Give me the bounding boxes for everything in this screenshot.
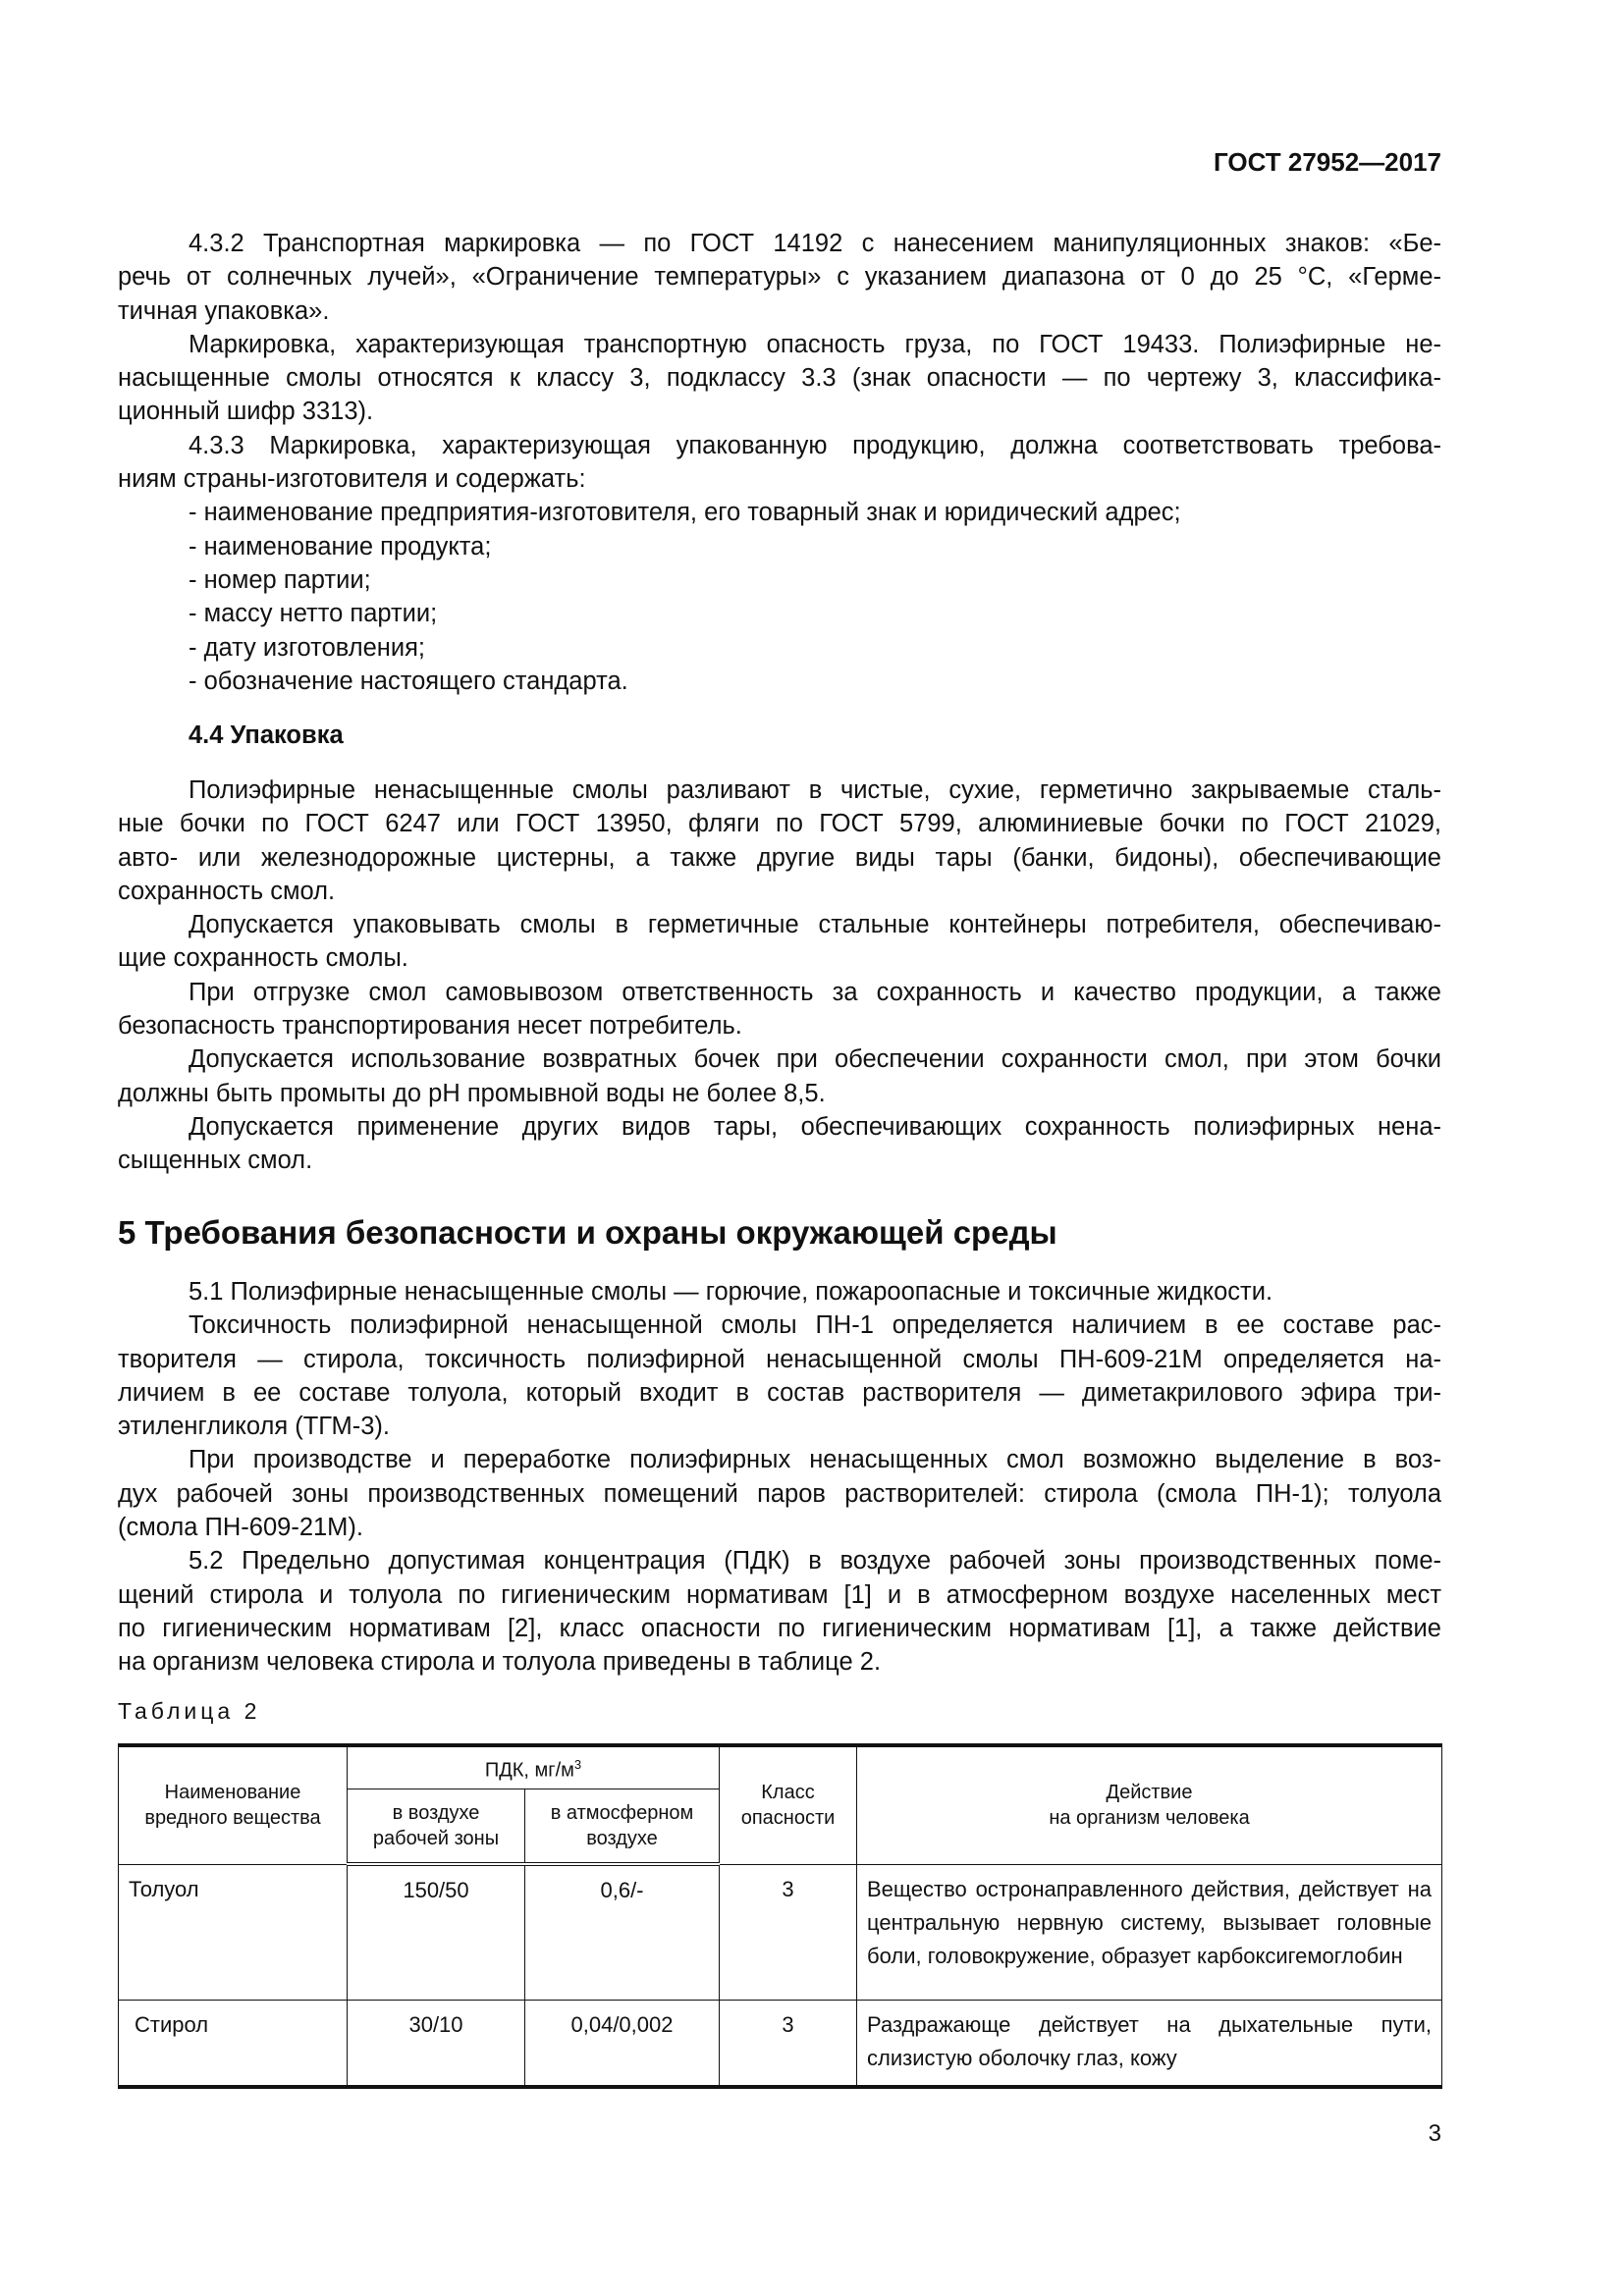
text-line: на организм человека стирола и толуола приведены в таблице 2. bbox=[118, 1648, 882, 1677]
text-line: насыщенные смолы относятся к классу 3, подклассу 3.3 (знак опасности — по чертежу 3, классифика- bbox=[118, 364, 1441, 393]
cell-atm: 0,04/0,002 bbox=[525, 2000, 720, 2087]
list-item: - дату изготовления; bbox=[189, 633, 425, 662]
cell-class: 3 bbox=[720, 2000, 857, 2087]
text-line: ниям страны-изготовителя и содержать: bbox=[118, 465, 586, 494]
text-line: При отгрузке смол самовывозом ответственность за сохранность и качество продукции, а также bbox=[189, 978, 1441, 1006]
text-line: Допускается применение других видов тары, обеспечивающих сохранность полиэфирных нена- bbox=[189, 1112, 1441, 1141]
cell-action: Вещество остронаправленного действия, действует на центральную нервную систему, вызывает головные боли, головокружение, образует карбоксигемоглобин bbox=[857, 1864, 1442, 2000]
text-line: сыщенных смол. bbox=[118, 1147, 313, 1175]
text-line: 5.2 Предельно допустимая концентрация (ПДК) в воздухе рабочей зоны производственных поме- bbox=[189, 1547, 1441, 1575]
text-line: по гигиеническим нормативам [2], класс опасности по гигиеническим нормативам [1], а также действие bbox=[118, 1614, 1441, 1642]
text-line: ционный шифр 3313). bbox=[118, 398, 374, 426]
text-line: 5.1 Полиэфирные ненасыщенные смолы — горючие, пожароопасные и токсичные жидкости. bbox=[189, 1278, 1273, 1306]
document-id: ГОСТ 27952—2017 bbox=[1214, 147, 1441, 177]
text-line: (смола ПН-609-21М). bbox=[118, 1514, 363, 1542]
text-line: 4.3.2 Транспортная маркировка — по ГОСТ 14192 с нанесением манипуляционных знаков: «Бе- bbox=[189, 230, 1441, 257]
text-line: этиленгликоля (ТГМ-3). bbox=[118, 1413, 391, 1441]
text-line: сохранность смол. bbox=[118, 877, 336, 905]
text-line: личием в ее составе толуола, который входит в состав растворителя — диметакрилового эфира три- bbox=[118, 1378, 1441, 1407]
table-caption: Таблица 2 bbox=[118, 1698, 261, 1724]
text-line: творителя — стирола, токсичность полиэфирной ненасыщенной смолы ПН-609-21М определяется на- bbox=[118, 1345, 1441, 1373]
text-line: ные бочки по ГОСТ 6247 или ГОСТ 13950, фляги по ГОСТ 5799, алюминиевые бочки по ГОСТ 21029, bbox=[118, 810, 1441, 838]
text-line: щений стирола и толуола по гигиеническим нормативам [1] и в атмосферном воздухе населенных мест bbox=[118, 1580, 1441, 1609]
cell-name: Толуол bbox=[119, 1864, 348, 2000]
cell-atm: 0,6/- bbox=[525, 1864, 720, 2000]
table-row bbox=[119, 2000, 1442, 2087]
text-line: тичная упаковка». bbox=[118, 296, 330, 325]
cell-class: 3 bbox=[720, 1864, 857, 2000]
header-name: Наименование вредного вещества bbox=[119, 1745, 348, 1864]
text-line: Допускается упаковывать смолы в герметичные стальные контейнеры потребителя, обеспечиваю- bbox=[189, 911, 1441, 939]
section-4-3 bbox=[118, 227, 1441, 698]
text-line: должны быть промыты до pH промывной воды не более 8,5. bbox=[118, 1079, 826, 1107]
cell-name: Стирол bbox=[119, 2000, 348, 2087]
text-line: безопасность транспортирования несет потребитель. bbox=[118, 1012, 742, 1041]
page-number: 3 bbox=[1428, 2120, 1441, 2147]
list-item: - номер партии; bbox=[189, 565, 371, 594]
text-line: дух рабочей зоны производственных помещений паров растворителей: стирола (смола ПН-1); толуола bbox=[118, 1479, 1441, 1508]
table-row bbox=[119, 1864, 1442, 2000]
cell-work: 150/50 bbox=[348, 1864, 525, 2000]
header-hazard-class: Класс опасности bbox=[720, 1745, 857, 1864]
text-line: авто- или железнодорожные цистерны, а также другие виды тары (банки, бидоны), обеспечивающие bbox=[118, 843, 1441, 872]
hazard-table bbox=[118, 1743, 1442, 2089]
header-pdk: ПДК, $мг/м^3$ bbox=[348, 1745, 720, 1789]
text-line: Токсичность полиэфирной ненасыщенной смолы ПН-1 определяется наличием в ее составе рас- bbox=[189, 1311, 1441, 1340]
header-work-air: в воздухе рабочей зоны bbox=[348, 1789, 525, 1865]
header-action: Действие на организм человека bbox=[857, 1745, 1442, 1864]
section-4-4-body bbox=[118, 774, 1441, 1178]
cell-action: Раздражающе действует на дыхательные пути, слизистую оболочку глаз, кожу bbox=[857, 2000, 1442, 2087]
text-line: 4.3.3 Маркировка, характеризующая упакованную продукцию, должна соответствовать требова- bbox=[189, 431, 1441, 459]
text-line: При производстве и переработке полиэфирных ненасыщенных смол возможно выделение в воз- bbox=[189, 1446, 1441, 1474]
cell-work: 30/10 bbox=[348, 2000, 525, 2087]
text-line: Полиэфирные ненасыщенные смолы разливают в чистые, сухие, герметично закрываемые сталь- bbox=[189, 776, 1441, 804]
header-atm-air: в атмосферном воздухе bbox=[525, 1789, 720, 1865]
text-line: Маркировка, характеризующая транспортную опасность груза, по ГОСТ 19433. Полиэфирные не- bbox=[189, 330, 1441, 358]
text-line: щие сохранность смолы. bbox=[118, 944, 408, 973]
list-item: - обозначение настоящего стандарта. bbox=[189, 667, 628, 695]
section-5-title: 5 Требования безопасности и охраны окружающей среды bbox=[118, 1214, 1057, 1251]
text-line: Допускается использование возвратных бочек при обеспечении сохранности смол, при этом бочки bbox=[189, 1045, 1441, 1074]
section-4-4-title: 4.4 Упаковка bbox=[189, 721, 344, 749]
text-line: речь от солнечных лучей», «Ограничение температуры» с указанием диапазона от 0 до 25 °С, «Герме- bbox=[118, 263, 1441, 292]
section-5-body bbox=[118, 1275, 1441, 1680]
list-item: - наименование предприятия-изготовителя, его товарный знак и юридический адрес; bbox=[189, 499, 1181, 527]
list-item: - массу нетто партии; bbox=[189, 600, 438, 628]
list-item: - наименование продукта; bbox=[189, 532, 492, 561]
